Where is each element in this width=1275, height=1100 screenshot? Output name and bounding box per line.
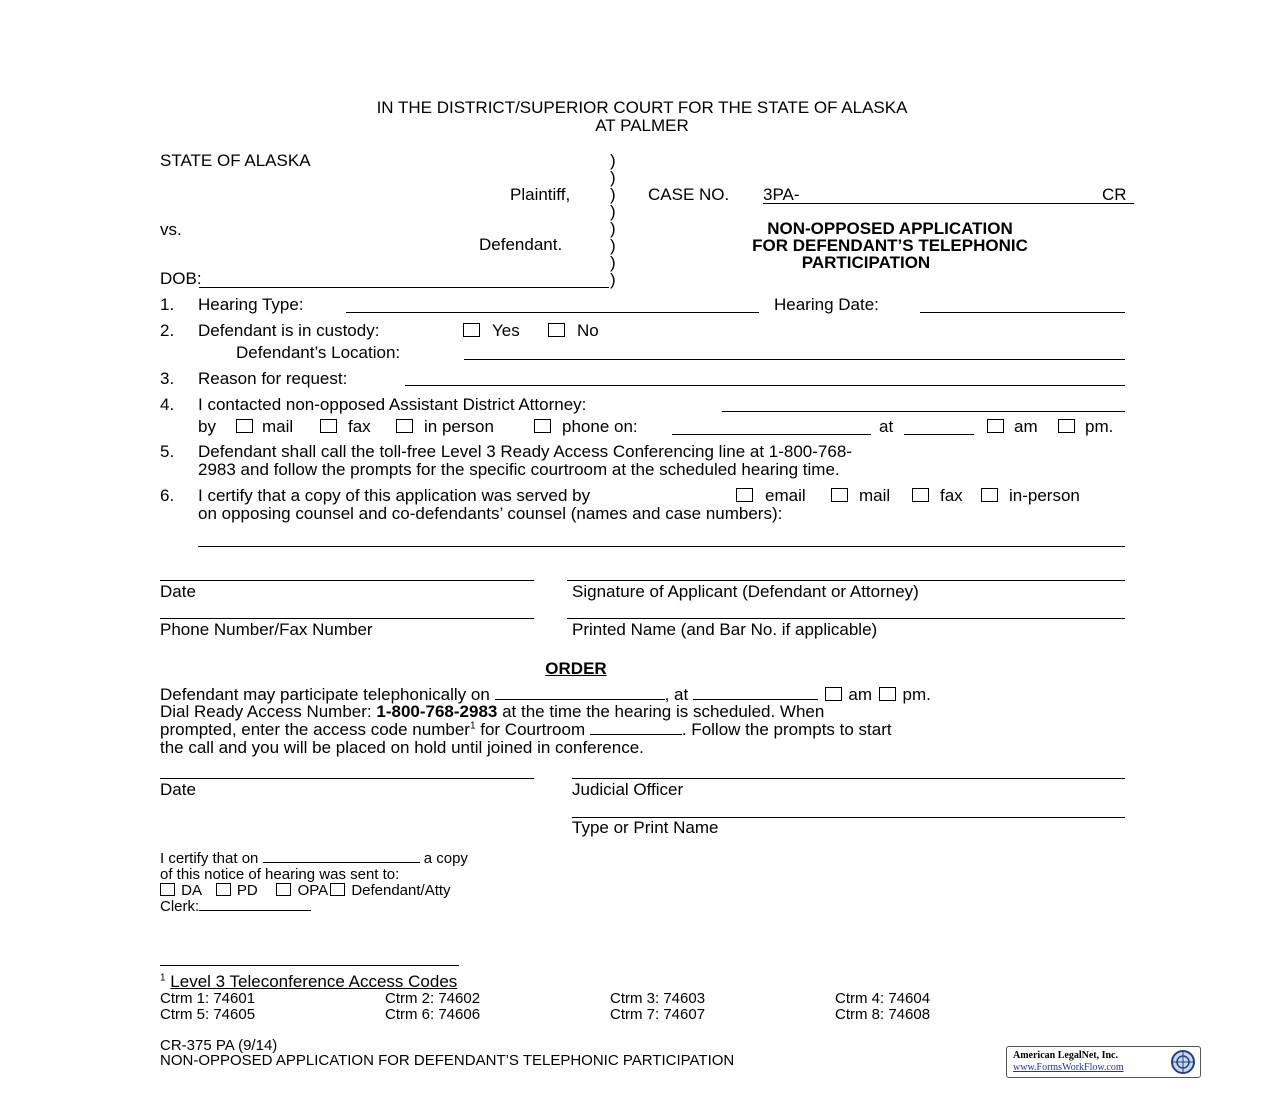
contact-am-label: am [1014,417,1038,436]
applicant-date-field[interactable] [160,580,534,581]
applicant-date-label: Date [160,582,196,601]
access-code: Ctrm 4: 74604 [835,990,931,1007]
judicial-officer-label: Judicial Officer [572,780,684,799]
dob-label: DOB: [160,269,202,288]
clerk-date-field[interactable] [263,861,420,863]
recipient-pd-checkbox[interactable] [216,883,231,896]
court-heading: IN THE DISTRICT/SUPERIOR COURT FOR THE STATE OF ALASKA [376,98,908,117]
contact-fax-label: fax [348,417,371,436]
clerk-label: Clerk: [160,899,311,915]
item-number: 5. [160,442,175,461]
order-line4: the call and you will be placed on hold until joined in conference. [160,738,644,757]
globe-icon [1168,1048,1198,1076]
custody-yes-checkbox[interactable] [463,323,480,337]
plaintiff-name: STATE OF ALASKA [160,151,311,170]
service-mail-checkbox[interactable] [831,488,848,502]
form-id: CR-375 PA (9/14) [160,1037,278,1054]
contact-date-field[interactable] [672,434,871,435]
recipient-opa-checkbox[interactable] [276,883,291,896]
contact-phone-checkbox[interactable] [534,419,551,433]
clerk-name-field[interactable] [199,909,311,911]
printed-name-label: Printed Name (and Bar No. if applicable) [572,620,878,639]
order-line1: Defendant may participate telephonically on , at am pm. [160,685,931,704]
applicant-signature-label: Signature of Applicant (Defendant or Attorney) [572,582,919,601]
logo-company: American LegalNet, Inc. [1013,1050,1118,1061]
service-email-label: email [765,486,806,505]
defendant-label: Defendant. [479,235,563,254]
hearing-date-field[interactable] [920,312,1125,313]
form-footer-title: NON-OPPOSED APPLICATION FOR DEFENDANT’S TELEPHONIC PARTICIPATION [160,1052,735,1069]
item-number: 2. [160,321,175,340]
order-pm-checkbox[interactable] [879,687,896,701]
contact-mail-checkbox[interactable] [236,419,253,433]
access-code: Ctrm 3: 74603 [610,990,706,1007]
access-number: 1-800-768-2983 [376,702,498,721]
case-number-prefix: 3PA- [763,185,800,204]
access-code: Ctrm 5: 74605 [160,1006,256,1023]
order-title: ORDER [545,659,607,678]
service-fax-label: fax [940,486,963,505]
judicial-officer-line[interactable] [572,778,1125,779]
reason-label: Reason for request: [198,369,348,388]
footnote-heading: $^1$ Level 3 Teleconference Access Codes [160,972,458,991]
caption-paren: ) [610,219,616,238]
hearing-type-label: Hearing Type: [198,295,304,314]
order-time-field[interactable] [693,698,818,700]
order-date-line[interactable] [160,778,534,779]
access-code: Ctrm 7: 74607 [610,1006,706,1023]
item-number: 1. [160,295,175,314]
location-label: Defendant’s Location: [236,343,401,362]
clerk-recipients: DA PD OPA Defendant/Atty [160,883,451,899]
access-code: Ctrm 8: 74608 [835,1006,931,1023]
case-number-label: CASE NO. [648,185,730,204]
printed-name-field[interactable] [567,618,1125,619]
contacted-ada-label: I contacted non-opposed Assistant District Attorney: [198,395,587,414]
service-in-person-label: in-person [1009,486,1080,505]
caption-paren: ) [610,236,616,255]
contact-am-checkbox[interactable] [987,419,1004,433]
service-mail-label: mail [859,486,891,505]
type-print-name-label: Type or Print Name [572,818,719,837]
order-line3: prompted, enter the access code number$^1$ for Courtroom . Follow the prompts to start [160,720,892,739]
hearing-date-label: Hearing Date: [774,295,879,314]
logo-url[interactable]: www.FormsWorkFlow.com [1013,1062,1124,1073]
hearing-type-field[interactable] [346,312,759,313]
custody-no-label: No [577,321,599,340]
clerk-certify-line2: of this notice of hearing was sent to: [160,866,400,883]
phone-fax-label: Phone Number/Fax Number [160,620,373,639]
plaintiff-label: Plaintiff, [510,185,571,204]
caption-paren: ) [610,151,616,170]
item-number: 4. [160,395,175,414]
service-in-person-checkbox[interactable] [981,488,998,502]
service-fax-checkbox[interactable] [912,488,929,502]
versus-label: vs. [160,220,182,239]
order-date-field[interactable] [495,698,665,700]
counsel-names-field[interactable] [198,546,1125,547]
service-certify-line2: on opposing counsel and co-defendants’ counsel (names and case numbers): [198,504,783,523]
custody-no-checkbox[interactable] [548,323,565,337]
courtroom-field[interactable] [590,733,682,735]
order-date-label: Date [160,780,196,799]
ada-name-field[interactable] [722,411,1125,412]
dob-field[interactable] [199,287,609,288]
caption-paren: ) [610,168,616,187]
item-number: 6. [160,486,175,505]
access-code: Ctrm 1: 74601 [160,990,256,1007]
call-instructions-line2: 2983 and follow the prompts for the specific courtroom at the scheduled hearing time. [198,460,840,479]
footnote-separator [160,965,459,966]
contact-at-label: at [879,417,894,436]
case-number-suffix: CR [1102,185,1127,204]
contact-pm-label: pm. [1085,417,1114,436]
item-number: 3. [160,369,175,388]
recipient-defendant-checkbox[interactable] [330,883,345,896]
clerk-certify-line1: I certify that on a copy [160,850,468,867]
order-am-checkbox[interactable] [825,687,842,701]
legalnet-logo [1006,1046,1201,1078]
phone-fax-field[interactable] [160,618,534,619]
contact-method-label: by [198,417,216,436]
contact-time-field[interactable] [904,434,974,435]
location-field[interactable] [464,359,1125,360]
service-certify-label: I certify that a copy of this application was served by [198,486,591,505]
custody-yes-label: Yes [492,321,520,340]
caption-paren: ) [610,270,616,289]
custody-label: Defendant is in custody: [198,321,380,340]
contact-in-person-checkbox[interactable] [396,419,413,433]
contact-pm-checkbox[interactable] [1058,419,1075,433]
access-code: Ctrm 6: 74606 [385,1006,481,1023]
applicant-signature-field[interactable] [567,580,1125,581]
document-title-line3: PARTICIPATION [801,253,931,272]
service-email-checkbox[interactable] [736,488,753,502]
recipient-da-checkbox[interactable] [160,883,175,896]
case-number-field[interactable] [763,203,1134,204]
document-title-line1: NON-OPPOSED APPLICATION [767,219,1013,238]
contact-mail-label: mail [262,417,294,436]
contact-fax-checkbox[interactable] [320,419,337,433]
caption-paren: ) [610,253,616,272]
reason-field[interactable] [405,385,1125,386]
contact-phone-label: phone on: [562,417,638,436]
court-location: AT PALMER [595,116,689,135]
access-code: Ctrm 2: 74602 [385,990,481,1007]
caption-paren: ) [610,202,616,221]
call-instructions-line1: Defendant shall call the toll-free Level 3 Ready Access Conferencing line at 1-800-768- [198,442,852,461]
document-title-line2: FOR DEFENDANT’S TELEPHONIC [752,236,1028,255]
contact-in-person-label: in person [424,417,494,436]
order-line2: Dial Ready Access Number: 1-800-768-2983 at the time the hearing is scheduled. When [160,702,825,721]
caption-paren: ) [610,185,616,204]
